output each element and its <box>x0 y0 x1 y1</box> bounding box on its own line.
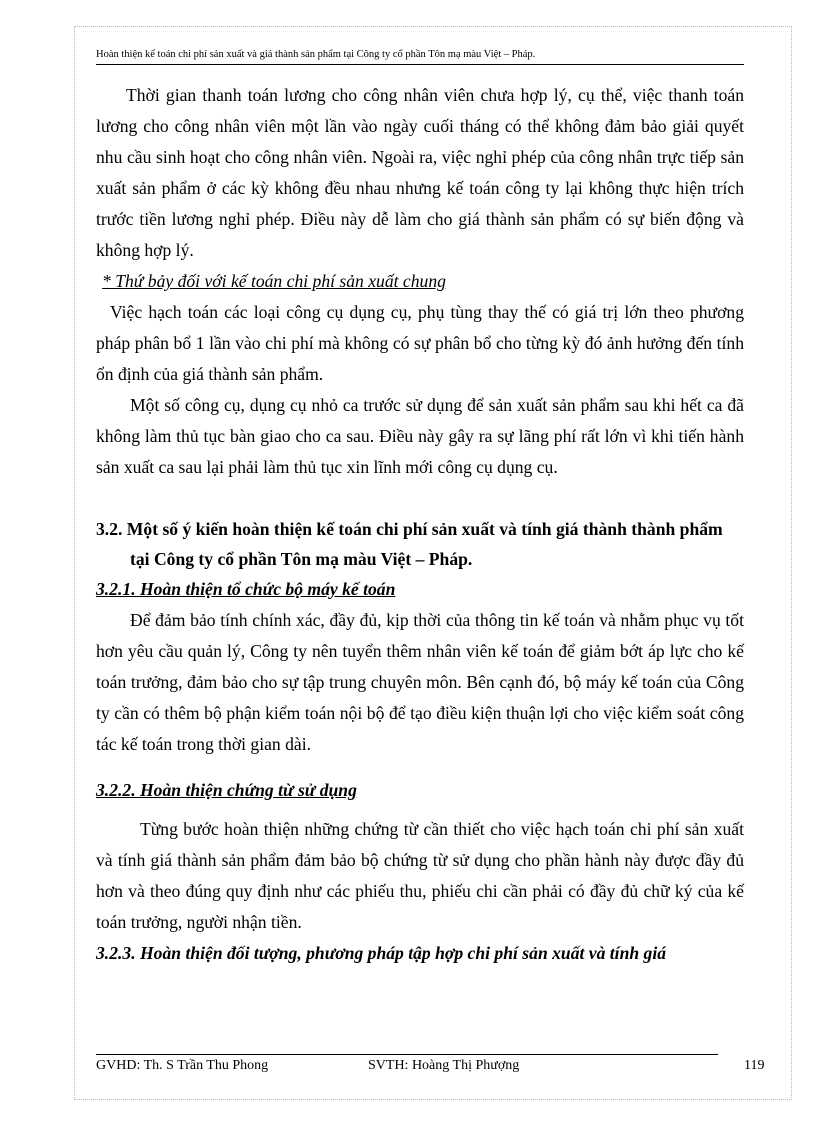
page-number: 119 <box>744 1058 765 1073</box>
footer-divider <box>96 1054 718 1055</box>
section-heading-3-2-1: 3.2.1. Hoàn thiện tổ chức bộ máy kế toán <box>96 579 396 599</box>
page-content <box>96 80 744 969</box>
footer-advisor: GVHD: Th. S Trần Thu Phong <box>96 1058 269 1073</box>
running-header: Hoàn thiện kế toán chi phí sản xuất và giá thành sản phẩm tại Công ty cổ phần Tôn mạ màu Việt – Pháp. <box>96 48 744 65</box>
paragraph-accounting-organization: Để đảm bảo tính chính xác, đầy đủ, kịp thời của thông tin kế toán và nhằm phục vụ tốt hơn yêu cầu quản lý, Công ty nên tuyển thêm nhân viên kế toán để giảm bớt áp lực cho kế toán trưởng, đảm bảo cho sự tập trung chuyên môn. Bên cạnh đó, bộ máy kế toán của Công ty cần có thêm bộ phận kiểm toán nội bộ để tạo điều kiện thuận lợi cho việc kiểm soát công tác kế toán trong thời gian dài. <box>96 610 744 754</box>
paragraph-documents: Từng bước hoàn thiện những chứng từ cần thiết cho việc hạch toán chi phí sản xuất và tính giá thành sản phẩm đảm bảo bộ chứng từ sử dụng cho phần hành này được đầy đủ hơn và theo đúng quy định như các phiếu thu, phiếu chi cần phải có đầy đủ chữ ký của kế toán trưởng, người nhận tiền. <box>96 819 744 932</box>
section-heading-3-2-2: 3.2.2. Hoàn thiện chứng từ sử dụng <box>96 780 357 800</box>
paragraph-salary-payment: Thời gian thanh toán lương cho công nhân viên chưa hợp lý, cụ thể, việc thanh toán lương cho công nhân viên một lần vào ngày cuối tháng có thể không đảm bảo giải quyết nhu cầu sinh hoạt cho công nhân viên. Ngoài ra, việc nghỉ phép của công nhân trực tiếp sản xuất sản phẩm ở các kỳ không đều nhau nhưng kế toán công ty lại không thực hiện trích trước tiền lương nghỉ phép. Điều này dễ làm cho giá thành sản phẩm có sự biến động và không hợp lý. <box>96 85 744 260</box>
paragraph-tool-allocation: Việc hạch toán các loại công cụ dụng cụ, phụ tùng thay thế có giá trị lớn theo phương pháp phân bổ 1 lần vào chi phí mà không có sự phân bổ cho từng kỳ đó ảnh hưởng đến tính ổn định của giá thành sản phẩm. <box>96 302 744 384</box>
subheading-general-production-cost: * Thứ bảy đối với kế toán chi phí sản xuất chung <box>102 271 446 291</box>
section-heading-3-2: 3.2. Một số ý kiến hoàn thiện kế toán chi phí sản xuất và tính giá thành thành phẩm tại Công ty cổ phần Tôn mạ màu Việt – Pháp. <box>96 519 723 569</box>
paragraph-tool-handover: Một số công cụ, dụng cụ nhỏ ca trước sử dụng để sản xuất sản phẩm sau khi hết ca đã không làm thủ tục bàn giao cho ca sau. Điều này gây ra sự lãng phí rất lớn vì khi tiến hành sản xuất ca sau lại phải làm thủ tục xin lĩnh mới công cụ dụng cụ. <box>96 395 744 477</box>
section-heading-3-2-3: 3.2.3. Hoàn thiện đối tượng, phương pháp tập hợp chi phí sản xuất và tính giá <box>96 943 667 963</box>
footer-student: SVTH: Hoàng Thị Phượng <box>368 1058 520 1073</box>
